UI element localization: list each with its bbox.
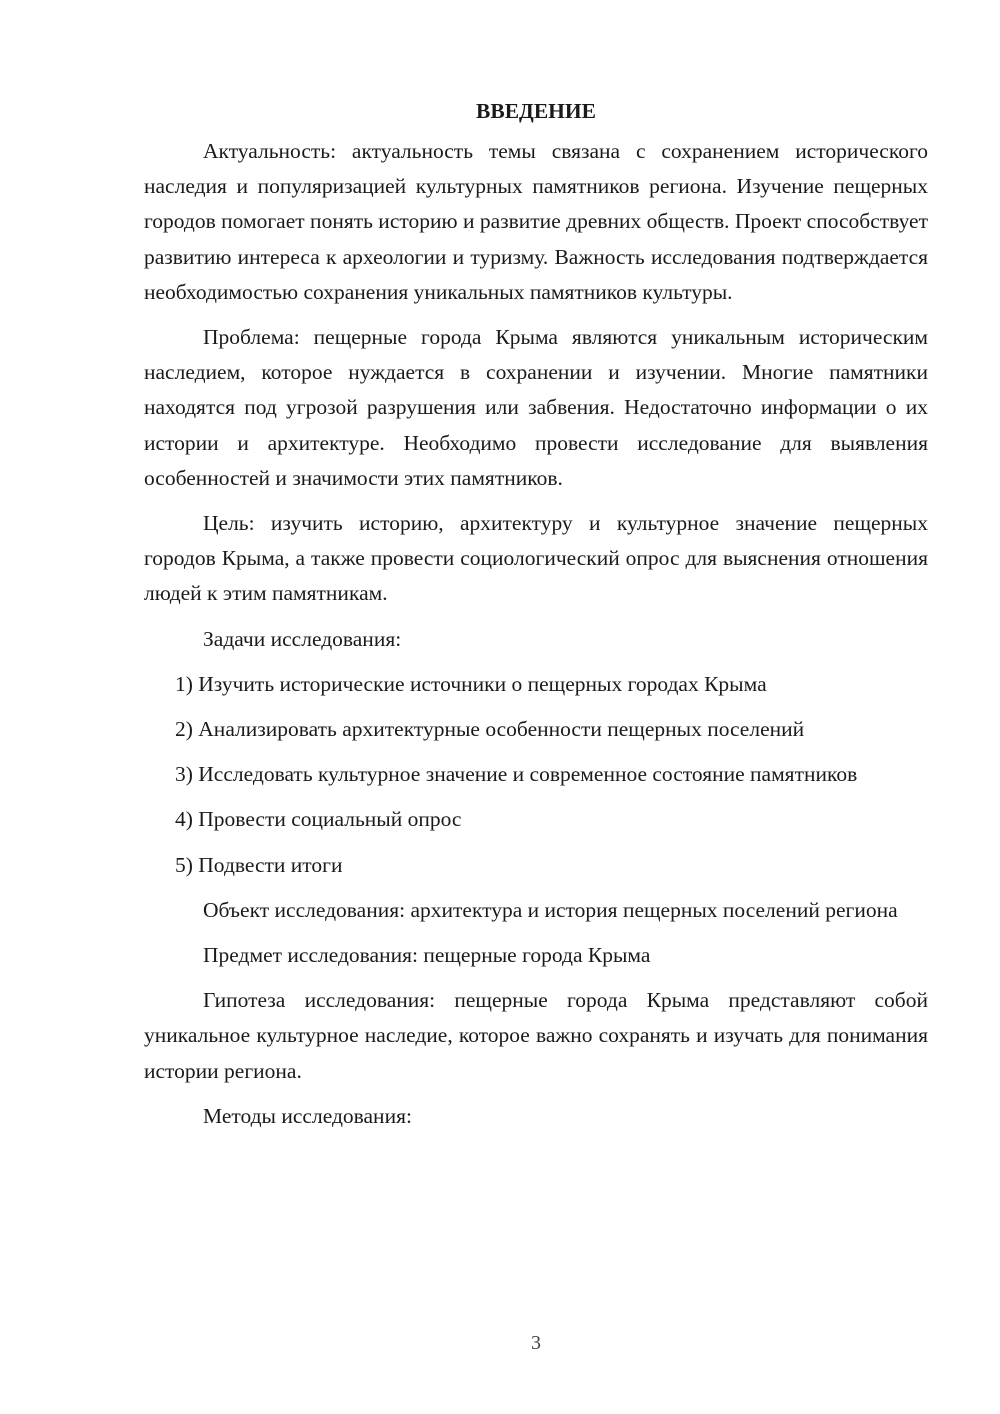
paragraph-object: Объект исследования: архитектура и история пещерных поселений региона xyxy=(203,897,898,922)
task-item-4: 4) Провести социальный опрос xyxy=(175,807,462,832)
task-item-3: 3) Исследовать культурное значение и современное состояние памятников xyxy=(175,762,858,787)
paragraph-subject: Предмет исследования: пещерные города Крыма xyxy=(203,943,651,968)
paragraph-relevance: Актуальность: актуальность темы связана с сохранением исторического наследия и популяризацией культурных памятников региона. Изучение пещерных городов помогает понять историю и развитие древних обществ. Проект способствует развитию интереса к археологии и туризму. Важность исследования подтверждается необходимостью сохранения уникальных памятников культуры. xyxy=(144,139,928,304)
paragraph-tasks-heading: Задачи исследования: xyxy=(203,626,402,651)
task-item-1: 1) Изучить исторические источники о пещерных городах Крыма xyxy=(175,671,767,696)
paragraph-hypothesis: Гипотеза исследования: пещерные города Крыма представляют собой уникальное культурное наследие, которое важно сохранять и изучать для понимания истории региона. xyxy=(144,988,928,1083)
task-item-2: 2) Анализировать архитектурные особенности пещерных поселений xyxy=(175,717,805,742)
paragraph-methods: Методы исследования: xyxy=(203,1103,412,1128)
page-number: 3 xyxy=(531,1332,541,1354)
document-title: ВВЕДЕНИЕ xyxy=(476,99,596,123)
paragraph-goal: Цель: изучить историю, архитектуру и культурное значение пещерных городов Крыма, а также провести социологический опрос для выяснения отношения людей к этим памятникам. xyxy=(144,511,928,606)
task-item-5: 5) Подвести итоги xyxy=(175,852,343,877)
paragraph-problem: Проблема: пещерные города Крыма являются уникальным историческим наследием, которое нуждается в сохранении и изучении. Многие памятники находятся под угрозой разрушения или забвения. Недостаточно информации о их истории и архитектуре. Необходимо провести исследование для выявления особенностей и значимости этих памятников. xyxy=(144,325,928,490)
document-page xyxy=(144,92,928,1144)
